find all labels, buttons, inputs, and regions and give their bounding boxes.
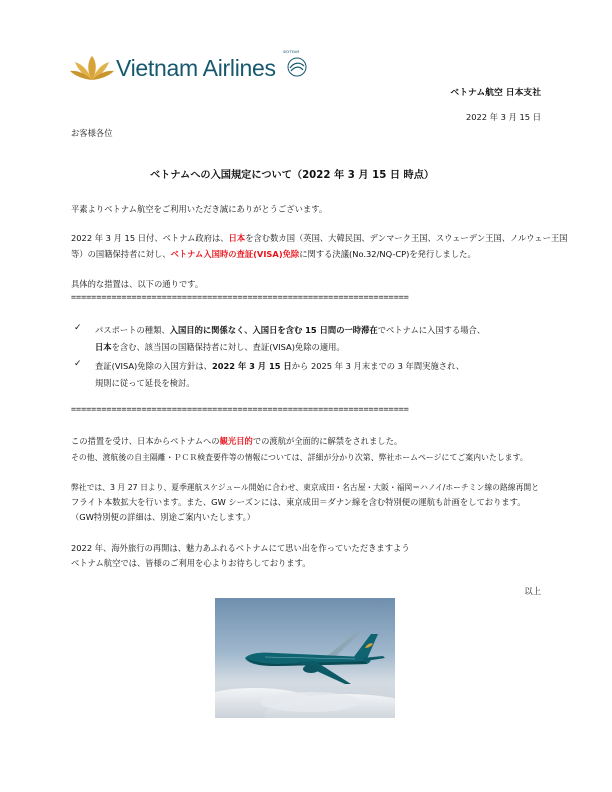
highlight-tourism: 観光目的 [219,436,253,446]
closing-line-1: 2022 年、海外旅行の再開は、魅力あふれるベトナムにて思い出を作っていただきますよう [71,543,410,553]
tourism-line-1: この措置を受け、日本からベトナムへの観光目的での渡航が全面的に解禁をされました。 [71,436,403,446]
announcement-line-2: 等）の国籍保持者に対し、ベトナム入国時の査証(VISA)免除に関する決議(No.32/NQ-CP)を発行しました。 [71,249,476,259]
logo-wordmark: Vietnam Airlines [116,55,276,81]
separator-top: =================================================================== [71,292,409,302]
document-date: 2022 年 3 月 15 日 [465,112,541,122]
bullet-2-line-1: 査証(VISA)免除の入国方針は、2022 年 3 月 15 日から 2025 年 3 月末までの 3 年間実施され、 [95,361,465,371]
page-title: ベトナムへの入国規定について（2022 年 3 月 15 日 時点） [150,170,435,181]
skyteam-label: SKYTEAM [283,50,300,54]
separator-bottom: =================================================================== [71,404,409,414]
tourism-line-2: その他、渡航後の自主隔離・ＰＣＲ検査要件等の情報については、詳細が分かり次第、弊社ホームページにてご案内いたします。 [71,453,528,462]
highlight-visa-exemption: ベトナム入国時の査証(VISA)免除 [170,249,300,259]
measures-intro: 具体的な措置は、以下の通りです。 [71,279,204,289]
schedule-line-2: フライト本数拡大を行います。また、GW シーズンには、東京成田＝ダナン線を含む特別便の運航も計画をしております。 [71,497,526,507]
lotus-icon [70,52,114,84]
bullet-2-line-2: 規則に従って延長を検討。 [95,378,195,388]
greeting-text: 平素よりベトナム航空をご利用いただき誠にありがとうございます。 [71,204,328,214]
skyteam-icon [284,54,310,80]
schedule-line-1: 弊社では、3 月 27 日より、夏季運航スケジュール開始に合わせ、東京成田・名古屋・大阪・福岡＝ハノイ/ホーチミン線の路線再開と [71,483,539,492]
highlight-japan: 日本 [228,233,246,243]
bullet-1-line-1: パスポートの種類、入国目的に関係なく、入国日を含む 15 日間の一時滞在でベトナムに入国する場合、 [95,325,486,335]
closing-line-2: ベトナム航空では、皆様のご利用を心よりお待ちしております。 [71,558,311,568]
schedule-line-3: （GW特別便の詳細は、別途ご案内いたします。） [71,512,256,522]
announcement-line-1: 2022 年 3 月 15 日付、ベトナム政府は、日本を含む数カ国（英国、大韓民国、デンマーク王国、スウェーデン王国、ノルウェー王国 [71,233,568,243]
check-icon: ✓ [74,323,82,333]
salutation: お客様各位 [71,128,113,138]
closing-ijo: 以上 [524,586,541,596]
bullet-1-line-2: 日本を含む、該当国の国籍保持者に対し、査証(VISA)免除の適用。 [95,342,345,352]
check-icon: ✓ [74,359,82,369]
aircraft-photo [215,598,395,718]
vietnam-airlines-logo [70,46,315,88]
company-name: ベトナム航空 日本支社 [450,88,541,98]
